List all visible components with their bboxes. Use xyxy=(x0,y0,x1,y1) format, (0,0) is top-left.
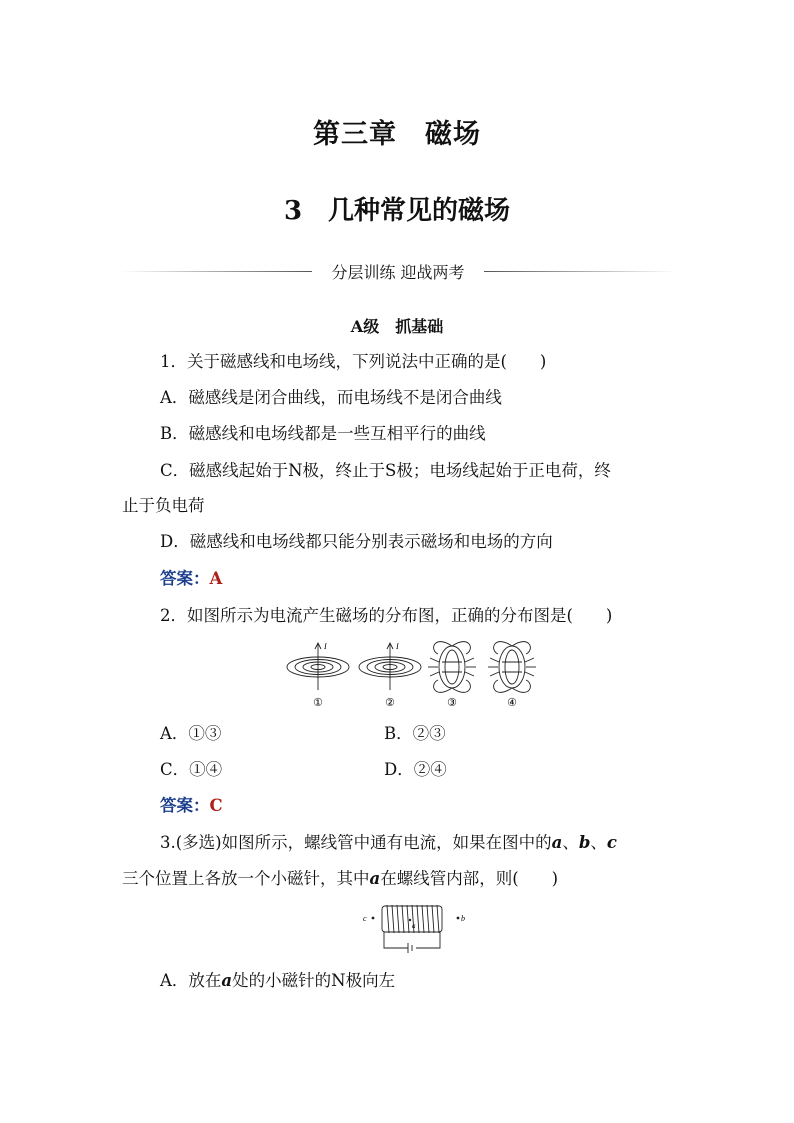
section-title: 3 几种常见的磁场 xyxy=(283,196,511,226)
banner-text: 分层训练 迎战两考 xyxy=(331,263,465,282)
q3-stem-text: 3.(多选)如图所示，螺线管中通有电流，如果在图中的 xyxy=(160,833,552,852)
q3-solenoid-figure xyxy=(360,902,472,954)
fig-label-4: ④ xyxy=(507,696,517,708)
q1-stem: 1．关于磁感线和电场线，下列说法中正确的是( ) xyxy=(160,352,547,371)
label-b: b xyxy=(461,914,465,923)
q3-var-a: a xyxy=(221,971,233,990)
label-c: c xyxy=(363,914,367,923)
circuit-wire xyxy=(384,932,440,953)
q3-stem-text: 在螺线管内部，则( ) xyxy=(380,869,559,888)
fig-label-2: ② xyxy=(385,696,395,708)
q1-option-d: D．磁感线和电场线都只能分别表示磁场和电场的方向 xyxy=(160,532,553,551)
q3-var-c: c xyxy=(606,833,617,852)
q2-option-d: D．②④ xyxy=(384,760,447,779)
fig2-field-rings xyxy=(359,643,421,690)
q2-option-c: C．①④ xyxy=(160,760,223,779)
answer-label: 答案： xyxy=(160,796,210,815)
q1-option-b: B．磁感线和电场线都是一些互相平行的曲线 xyxy=(160,424,486,443)
answer-value: A xyxy=(209,569,223,588)
label-a: a xyxy=(412,922,416,930)
q1-option-a: A．磁感线是闭合曲线，而电场线不是闭合曲线 xyxy=(160,388,502,407)
fig3-loop-field xyxy=(428,642,476,693)
banner-divider xyxy=(120,258,676,282)
q3-var-b: b xyxy=(578,833,591,852)
q3-stem-line2 xyxy=(122,868,558,890)
q3-option-text: A．放在 xyxy=(160,971,222,990)
q3-option-a xyxy=(160,970,395,992)
q1-answer xyxy=(160,568,222,590)
fig4-loop-field xyxy=(488,642,536,693)
q1-option-c-line2: 止于负电荷 xyxy=(122,496,205,515)
fig-label-3: ③ xyxy=(447,696,457,708)
q1-option-c-line1: C．磁感线起始于N极，终止于S极；电场线起始于正电荷，终 xyxy=(160,461,611,480)
fig1-current-label: I xyxy=(324,642,327,651)
point-b xyxy=(457,917,460,920)
answer-value: C xyxy=(209,796,223,815)
level-heading: A级 抓基础 xyxy=(350,317,444,336)
fig1-field-rings xyxy=(287,643,349,690)
fig2-current-label: I xyxy=(396,642,399,651)
divider-line-right xyxy=(484,271,676,272)
fig-label-1: ① xyxy=(313,696,323,708)
q2-option-a: A．①③ xyxy=(160,724,222,743)
q3-sep: 、 xyxy=(590,833,607,852)
q3-option-text: 处的小磁针的N极向左 xyxy=(232,971,396,990)
q3-stem-text: 三个位置上各放一个小磁针，其中 xyxy=(122,869,370,888)
q3-stem-line1 xyxy=(160,832,617,854)
q2-answer xyxy=(160,795,223,817)
q3-var-a: a xyxy=(369,869,381,888)
chapter-title: 第三章 磁场 xyxy=(313,119,481,150)
answer-label: 答案： xyxy=(160,569,210,588)
q2-option-b: B．②③ xyxy=(384,724,446,743)
q2-stem: 2．如图所示为电流产生磁场的分布图，正确的分布图是( ) xyxy=(160,606,613,625)
point-a xyxy=(409,919,411,921)
q3-var-a: a xyxy=(551,833,563,852)
q2-figure xyxy=(284,640,546,708)
q3-sep: 、 xyxy=(562,833,579,852)
point-c xyxy=(372,917,375,920)
